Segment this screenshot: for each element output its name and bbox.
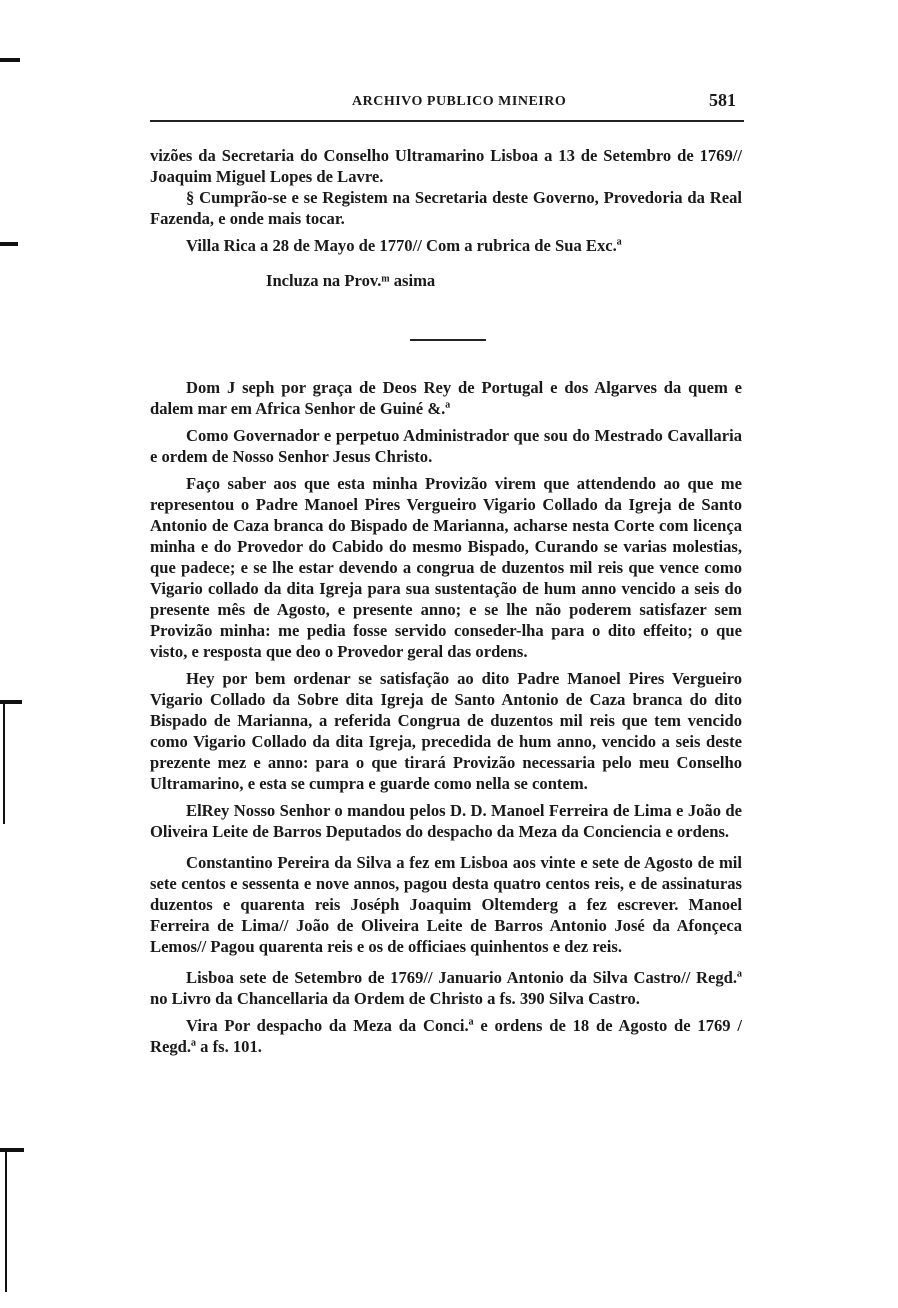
scan-margin-mark (0, 58, 20, 62)
paragraph: Faço saber aos que esta minha Provizão virem que attendendo ao que me representou o Padre Manoel Pires Vergueiro Vigario Collado da Igreja de Santo Antonio de Caza branca do Bispado de Marianna, acharse nesta Corte com licença minha e do Provedor do Cabido do mesmo Bispado, Curando se varias molestias, que padece; e se lhe estar devendo a congrua de duzentos mil reis que vence como Vigario collado da dita Igreja para sua sustentação de hum anno vencido a seis do presente mês de Agosto, e presente anno; e se lhe não poderem satisfazer sem Provizão minha: me pedia fosse servido conseder-lha para o dito effeito; o que visto, e resposta que deo o Provedor geral das ordens. (150, 474, 742, 661)
paragraph: Incluza na Prov.ᵐ asima (266, 271, 436, 290)
paragraph: Como Governador e perpetuo Administrador que sou do Mestrado Cavallaria e ordem de Nosso Senhor Jesus Christo. (150, 426, 742, 466)
scan-margin-mark (0, 242, 18, 246)
paragraph: Vira Por despacho da Meza da Conci.ª e ordens de 18 de Agosto de 1769 / Regd.ª a fs. 101. (150, 1016, 742, 1056)
paragraph: ElRey Nosso Senhor o mandou pelos D. D. Manoel Ferreira de Lima e João de Oliveira Leite de Barros Deputados do despacho da Meza da Concienciа e ordens. (150, 801, 742, 841)
page-number: 581 (709, 90, 736, 110)
paragraph: Villa Rica a 28 de Mayo de 1770// Com a rubrica de Sua Exc.ª (186, 236, 622, 255)
document-body (150, 145, 742, 1057)
header-title: ARCHIVO PUBLICO MINEIRO (352, 94, 567, 109)
paragraph: Hey por bem ordenar se satisfação ao dito Padre Manoel Pires Vergueiro Vigario Collado da Sobre dita Igreja de Santo Antonio de Caza branca do dito Bispado de Marianna, a referida Congrua de duzentos mil reis que tem vencido como Vigario Collado da dita Igreja, precedida de hum anno, vencido a seis deste prezente mez e anno: para o que tirará Provizão necessaria pelo meu Conselho Ultramarino, e esta se cumpra e guarde como nella se contem. (150, 669, 742, 793)
scan-margin-mark (0, 1148, 24, 1152)
paragraph: § Cumprão-se e se Registem na Secretaria deste Governo, Provedoria da Real Fazenda, e onde mais tocar. (150, 188, 742, 228)
paragraph: vizões da Secretaria do Conselho Ultramarino Lisboa a 13 de Setembro de 1769// Joaquim Miguel Lopes de Lavre. (150, 146, 742, 186)
section-divider (410, 339, 486, 341)
scan-margin-mark (3, 704, 5, 824)
paragraph: Constantino Pereira da Silva a fez em Lisboa aos vinte e sete de Agosto de mil sete centos e sessenta e nove annos, pagou desta quatro centos reis, e de assinaturas duzentos e quarenta reis Joséph Joaquim Oltemderg a fez escrever. Manoel Ferreira de Lima// João de Oliveira Leite de Barros Antonio José da Afonçeca Lemos// Pagou quarenta reis e os de officiaes quinhentos e dez reis. (150, 853, 742, 956)
paragraph: Lisboa sete de Setembro de 1769// Januario Antonio da Silva Castro// Regd.ª no Livro da Chancellaria da Ordem de Christo a fs. 390 Silva Castro. (150, 968, 742, 1008)
running-header (150, 90, 744, 122)
paragraph: Dom J seph por graça de Deos Rey de Portugal e dos Algarves da quem e dalem mar em Africa Senhor de Guiné &.ª (150, 378, 742, 418)
scan-margin-mark (5, 1152, 7, 1292)
